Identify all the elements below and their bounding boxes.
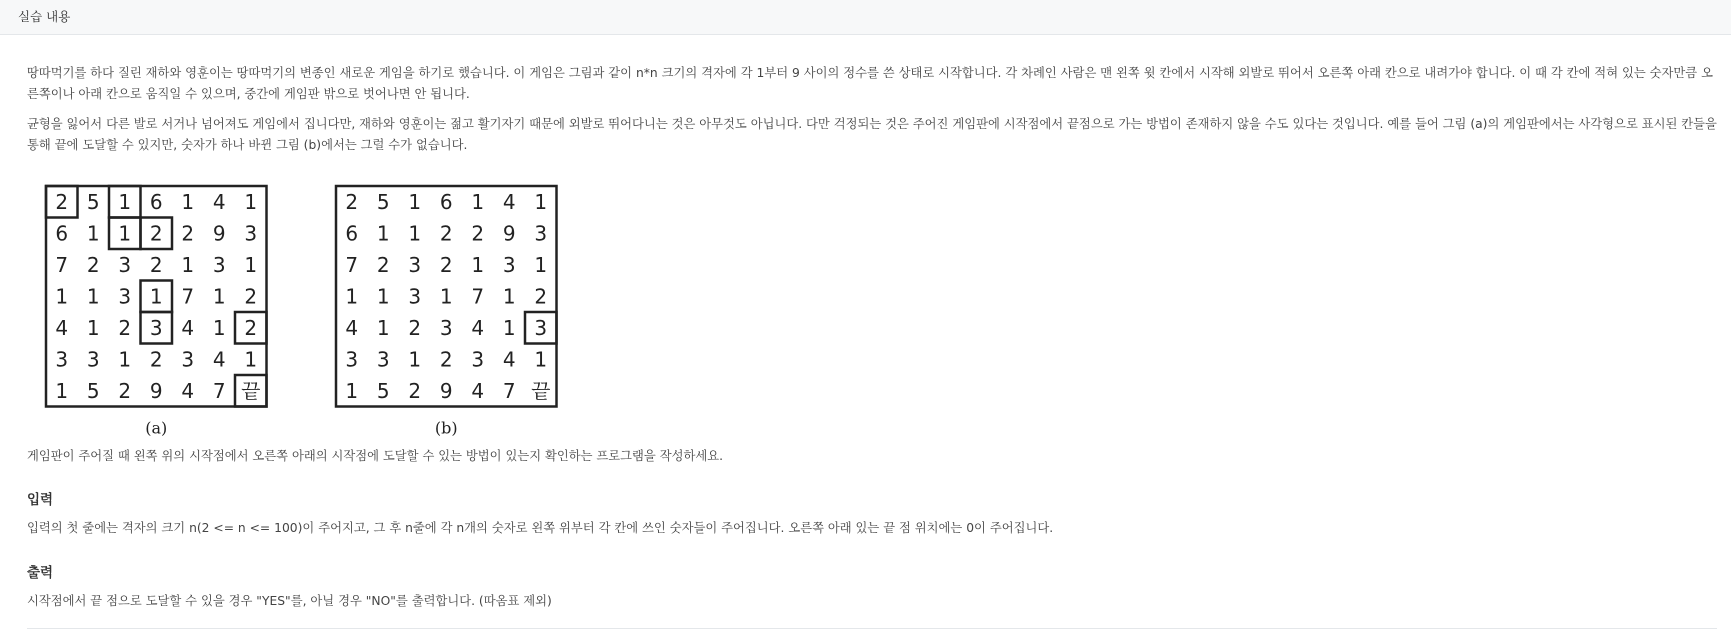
board-cell: 2 — [408, 378, 422, 403]
board-cell: 2 — [118, 378, 132, 403]
board-cell: 1 — [376, 221, 390, 246]
board-cell: 2 — [86, 252, 100, 277]
board-cell: 5 — [86, 189, 100, 214]
board-cell: 1 — [181, 189, 195, 214]
input-heading: 입력 — [27, 492, 54, 508]
section-title: 실습 내용 — [18, 9, 71, 24]
board-cell: 1 — [345, 378, 359, 403]
board-cell: 1 — [118, 189, 132, 214]
board-cell: 5 — [86, 378, 100, 403]
board-cell: 3 — [181, 347, 195, 372]
board-cell: 4 — [502, 189, 516, 214]
board-cell: 7 — [345, 252, 359, 277]
board-cell: 1 — [212, 315, 226, 340]
board-cell: 9 — [439, 378, 453, 403]
board-cell: 3 — [244, 221, 258, 246]
problem-paragraph-3: 게임판이 주어질 때 왼쪽 위의 시작점에서 오른쪽 아래의 시작점에 도달할 수 있는 방법이 있는지 확인하는 프로그램을 작성하세요. — [27, 449, 724, 463]
board-cell: 4 — [181, 315, 195, 340]
board-cell: 6 — [345, 221, 359, 246]
board-cell: 4 — [212, 189, 226, 214]
board-cell: 1 — [408, 221, 422, 246]
problem-paragraph-1: 땅따먹기를 하다 질린 재하와 영훈이는 땅따먹기의 변종인 새로운 게임을 하기로 했습니다. 이 게임은 그림과 같이 n*n 크기의 격자에 각 1부터 9 사이의 정수를 쓴 상태로 시작합니다. 각 차례인 사람은 맨 왼쪽 윗 칸에서 시작해 외발로 뛰어서 오른쪽 아래 칸으로 내려가야 합니다. 이 때 각 칸에 적혀 있는 숫자만큼 오른쪽이나 아래 칸으로 움직일 수 있으며, 중간에 게임판 밖으로 벗어나면 안 됩니다. — [27, 66, 1713, 101]
board-cell: 2 — [471, 221, 485, 246]
board-cell: 5 — [376, 189, 390, 214]
board-cell: 4 — [345, 315, 359, 340]
board-cell: 1 — [502, 284, 516, 309]
board-cell: 2 — [534, 284, 548, 309]
board-cell: 1 — [471, 252, 485, 277]
divider — [27, 628, 1717, 629]
board-cell: 끝 — [531, 378, 551, 403]
figure-caption: (b) — [434, 418, 458, 438]
board-cell: 3 — [534, 221, 548, 246]
board-cell: 2 — [244, 284, 258, 309]
game-board-a — [46, 186, 267, 438]
board-cell: 7 — [212, 378, 226, 403]
board-cell: 끝 — [241, 378, 261, 403]
board-cell: 1 — [212, 284, 226, 309]
board-cell: 4 — [55, 315, 69, 340]
board-cell: 1 — [534, 252, 548, 277]
board-cell: 2 — [439, 347, 453, 372]
board-cell: 1 — [86, 284, 100, 309]
game-board-b — [336, 186, 557, 438]
board-cell: 1 — [55, 378, 69, 403]
board-cell: 6 — [439, 189, 453, 214]
board-cell: 6 — [149, 189, 163, 214]
board-cell: 5 — [376, 378, 390, 403]
board-cell: 1 — [244, 347, 258, 372]
board-cell: 1 — [471, 189, 485, 214]
board-cell: 3 — [408, 284, 422, 309]
board-cell: 2 — [149, 347, 163, 372]
output-description: 시작점에서 끝 점으로 도달할 수 있을 경우 "YES"를, 아닐 경우 "NO"를 출력합니다. (따옴표 제외) — [27, 594, 552, 608]
board-cell: 4 — [212, 347, 226, 372]
board-cell: 2 — [149, 252, 163, 277]
board-cell: 9 — [149, 378, 163, 403]
board-cell: 4 — [181, 378, 195, 403]
board-cell: 1 — [408, 347, 422, 372]
board-cell: 3 — [345, 347, 359, 372]
board-cell: 2 — [439, 221, 453, 246]
board-cell: 1 — [345, 284, 359, 309]
input-description: 입력의 첫 줄에는 격자의 크기 n(2 <= n <= 100)이 주어지고, 그 후 n줄에 각 n개의 숫자로 왼쪽 위부터 각 칸에 쓰인 숫자들이 주어집니다. 오른쪽 아래 있는 끝 점 위치에는 0이 주어집니다. — [27, 521, 1054, 535]
board-cell: 1 — [86, 315, 100, 340]
board-cell: 1 — [376, 315, 390, 340]
board-cell: 1 — [408, 189, 422, 214]
problem-paragraph-2: 균형을 잃어서 다른 발로 서거나 넘어져도 게임에서 집니다만, 재하와 영훈이는 젊고 활기자기 때문에 외발로 뛰어다니는 것은 아무것도 아닙니다. 다만 걱정되는 것은 주어진 게임판에 시작점에서 끝점으로 가는 방법이 존재하지 않을 수도 있다는 것입니다. 예를 들어 그림 (a)의 게임판에서는 사각형으로 표시된 칸들을 통해 끝에 도달할 수 있지만, 숫자가 하나 바뀐 그림 (b)에서는 그럴 수가 없습니다. — [27, 117, 1717, 152]
board-cell: 2 — [376, 252, 390, 277]
board-cell: 3 — [534, 315, 548, 340]
board-cell: 1 — [181, 252, 195, 277]
board-cell: 3 — [439, 315, 453, 340]
board-cell: 1 — [55, 284, 69, 309]
board-cell: 3 — [86, 347, 100, 372]
board-cell: 3 — [212, 252, 226, 277]
board-cell: 1 — [534, 189, 548, 214]
board-cell: 7 — [502, 378, 516, 403]
board-cell: 2 — [118, 315, 132, 340]
board-cell: 3 — [502, 252, 516, 277]
board-cell: 7 — [55, 252, 69, 277]
board-cell: 3 — [118, 252, 132, 277]
board-cell: 1 — [439, 284, 453, 309]
output-heading: 출력 — [27, 565, 54, 581]
board-cell: 1 — [534, 347, 548, 372]
board-cell: 2 — [149, 221, 163, 246]
board-cell: 2 — [439, 252, 453, 277]
board-cell: 4 — [471, 378, 485, 403]
board-cell: 2 — [345, 189, 359, 214]
board-cell: 1 — [502, 315, 516, 340]
board-cell: 1 — [118, 221, 132, 246]
board-cell: 6 — [55, 221, 69, 246]
board-cell: 3 — [149, 315, 163, 340]
board-cell: 3 — [408, 252, 422, 277]
board-cell: 9 — [502, 221, 516, 246]
board-cell: 2 — [181, 221, 195, 246]
board-cell: 3 — [118, 284, 132, 309]
board-cell: 1 — [118, 347, 132, 372]
board-cell: 2 — [55, 189, 69, 214]
board-cell: 3 — [55, 347, 69, 372]
board-cell: 7 — [471, 284, 485, 309]
figure-caption: (a) — [145, 418, 168, 438]
board-cell: 3 — [471, 347, 485, 372]
board-cell: 2 — [244, 315, 258, 340]
board-cell: 1 — [376, 284, 390, 309]
figure-boards — [40, 180, 600, 440]
board-cell: 4 — [471, 315, 485, 340]
board-cell: 9 — [212, 221, 226, 246]
board-cell: 3 — [376, 347, 390, 372]
section-header — [0, 0, 1731, 35]
board-cell: 7 — [181, 284, 195, 309]
board-cell: 4 — [502, 347, 516, 372]
board-cell: 1 — [244, 252, 258, 277]
board-cell: 1 — [86, 221, 100, 246]
board-cell: 2 — [408, 315, 422, 340]
board-cell: 1 — [244, 189, 258, 214]
board-cell: 1 — [149, 284, 163, 309]
